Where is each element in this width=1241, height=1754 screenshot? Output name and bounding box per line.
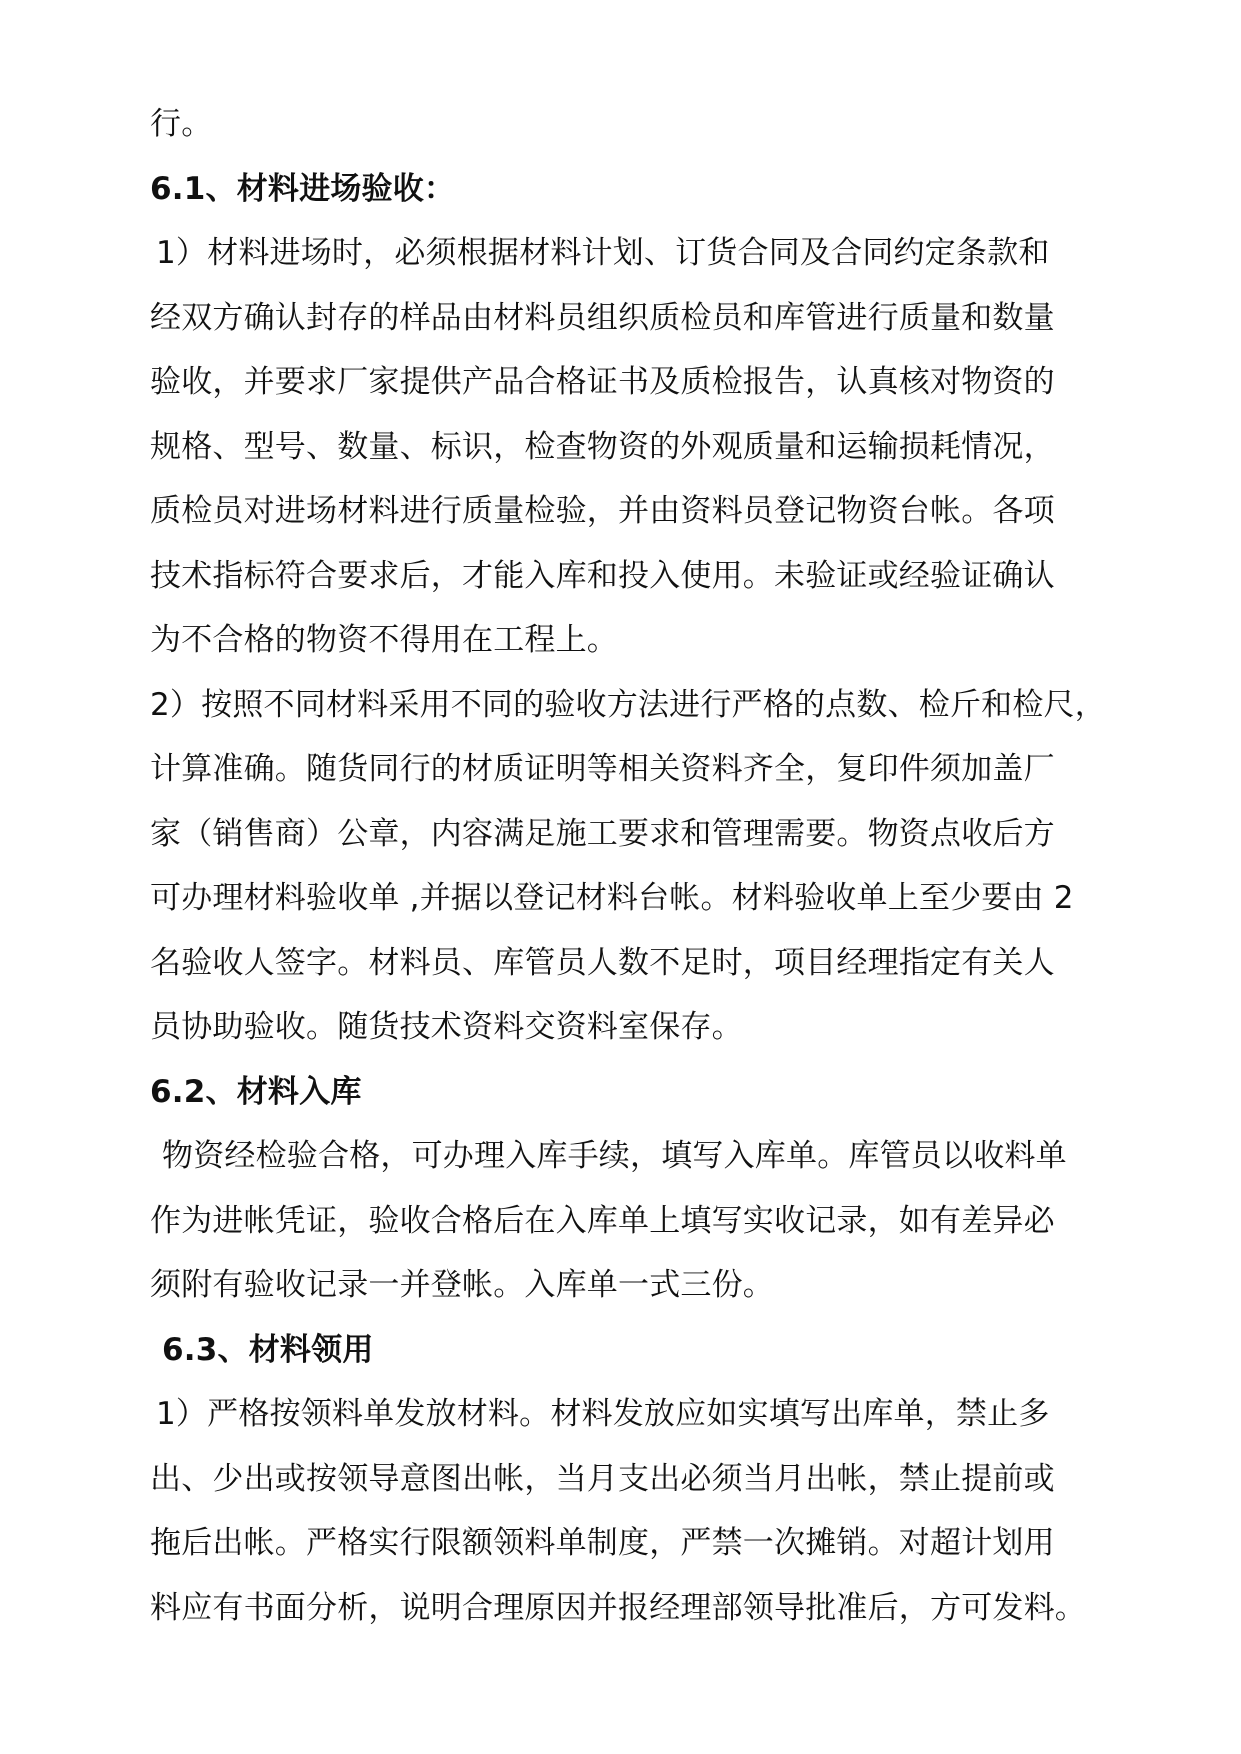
- text-line: 1）材料进场时，必须根据材料计划、订货合同及合同约定条款和: [156, 235, 1050, 271]
- text-line: 家（销售商）公章，内容满足施工要求和管理需要。物资点收后方: [150, 815, 1055, 852]
- text-line: 计算准确。随货同行的材质证明等相关资料齐全，复印件须加盖厂: [150, 751, 1055, 787]
- text-line: 料应有书面分析，说明合理原因并报经理部领导批准后，方可发料。: [150, 1589, 1086, 1626]
- text-line: 2）按照不同材料采用不同的验收方法进行严格的点数、检斤和检尺，: [150, 686, 1106, 723]
- text-line: 行。: [150, 106, 213, 142]
- text-line: 质检员对进场材料进行质量检验，并由资料员登记物资台帐。各项: [150, 493, 1055, 529]
- section-heading-6-1: 6.1、材料进场验收：: [150, 170, 456, 207]
- text-line: 须附有验收记录一并登帐。入库单一式三份。: [150, 1267, 774, 1303]
- text-line: 规格、型号、数量、标识，检查物资的外观质量和运输损耗情况，: [150, 428, 1055, 465]
- text-line: 名验收人签字。材料员、库管员人数不足时，项目经理指定有关人: [150, 944, 1055, 981]
- text-line: 经双方确认封存的样品由材料员组织质检员和库管进行质量和数量: [150, 299, 1055, 336]
- text-line: 为不合格的物资不得用在工程上。: [150, 622, 618, 658]
- text-line: 可办理材料验收单 ,并据以登记材料台帐。材料验收单上至少要由 2: [150, 880, 1074, 916]
- text-line: 员协助验收。随货技术资料交资料室保存。: [150, 1009, 743, 1045]
- text-line: 验收，并要求厂家提供产品合格证书及质检报告，认真核对物资的: [150, 364, 1055, 400]
- text-line: 出、少出或按领导意图出帐，当月支出必须当月出帐，禁止提前或: [150, 1460, 1055, 1497]
- text-line: 1）严格按领料单发放材料。材料发放应如实填写出库单，禁止多: [156, 1396, 1050, 1432]
- section-heading-6-2: 6.2、材料入库: [150, 1073, 362, 1110]
- text-line: 技术指标符合要求后，才能入库和投入使用。未验证或经验证确认: [150, 557, 1055, 594]
- text-line: 作为进帐凭证，验收合格后在入库单上填写实收记录，如有差异必: [150, 1202, 1055, 1239]
- text-line: 拖后出帐。严格实行限额领料单制度，严禁一次摊销。对超计划用: [150, 1525, 1055, 1561]
- text-line: 物资经检验合格，可办理入库手续，填写入库单。库管员以收料单: [162, 1138, 1067, 1174]
- section-heading-6-3: 6.3、材料领用: [162, 1331, 374, 1368]
